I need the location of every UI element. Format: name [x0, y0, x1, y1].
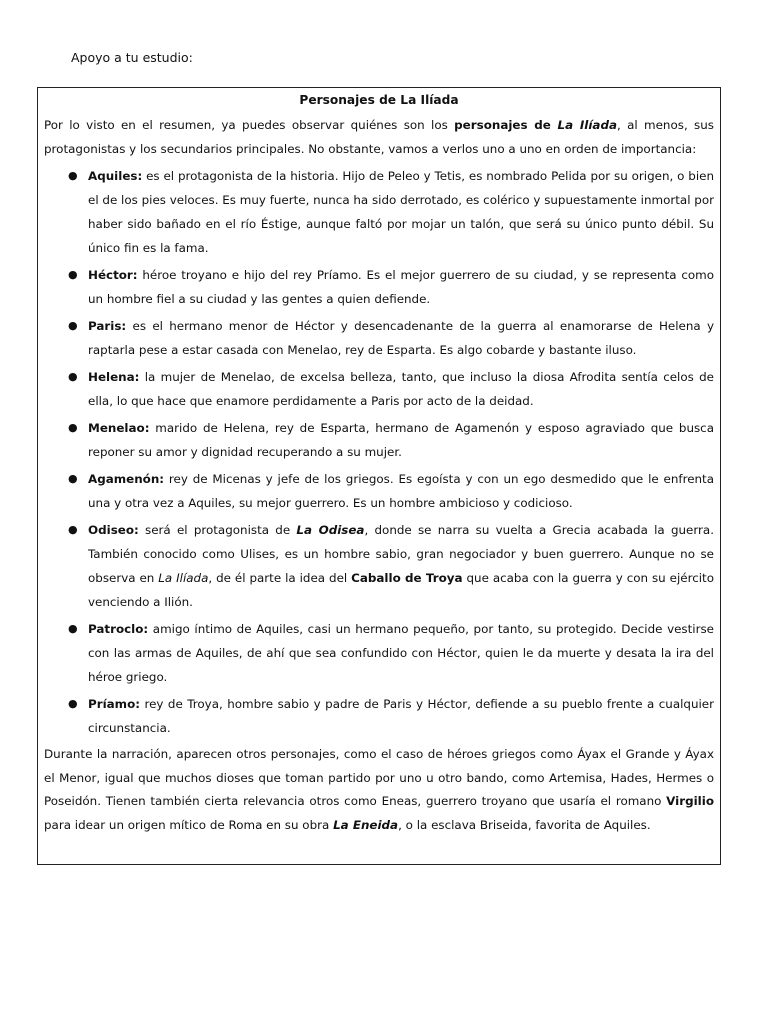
closing-text-2: para idear un origen mítico de Roma en su obra [44, 817, 334, 832]
intro-text-title: La Ilíada [557, 118, 617, 132]
character-item-paris [44, 314, 714, 362]
closing-text-1: Durante la narración, aparecen otros personajes, como el caso de héroes griegos como Áyax el Grande y Áyax el Menor, igual que muchos dioses que toman partido por uno u otro bando, como Artemisa, Hades, Hermes o Poseidón. Tienen también cierta relevancia otros como Eneas, guerrero troyano que usaría el romano [44, 747, 714, 809]
bullet-icon: ● [68, 472, 78, 486]
odiseo-text-2: , donde se narra su vuelta a Grecia acabada la guerra. También conocido como Ulises, es un hombre sabio, gran negociador y buen guerrero. Aunque no se observa en [88, 523, 714, 586]
bullet-icon: ● [68, 622, 78, 636]
character-name: Aquiles: [88, 169, 143, 184]
character-name: Menelao: [88, 421, 150, 436]
character-description: es el protagonista de la historia. Hijo de Peleo y Tetis, es nombrado Pelida por su origen, o bien el de los pies veloces. Es muy fuerte, nunca ha sido derrotado, es colérico y supuestamente inmortal por haber sido bañado en el río Éstige, aunque faltó por mojar un talón, que será su único punto débil. Su único fin es la fama. [88, 169, 714, 256]
odiseo-text-3: , de él parte la idea del [208, 571, 352, 586]
character-item-agamenon [44, 467, 714, 515]
character-item-odiseo [44, 518, 714, 614]
character-name: Agamenón: [88, 472, 165, 487]
bullet-icon: ● [68, 169, 78, 183]
character-name: Patroclo: [88, 622, 149, 637]
closing-virgilio: Virgilio [666, 794, 714, 809]
character-name: Odiseo: [88, 523, 139, 538]
character-item-aquiles [44, 164, 714, 260]
character-description: héroe troyano e hijo del rey Príamo. Es el mejor guerrero de su ciudad, y se representa como un hombre fiel a su ciudad y las gentes a quien defiende. [88, 268, 714, 307]
bullet-icon: ● [68, 697, 78, 711]
character-name: Helena: [88, 370, 140, 385]
character-description: rey de Troya, hombre sabio y padre de Paris y Héctor, defiende a su pueblo frente a cualquier circunstancia. [88, 697, 714, 736]
character-description: rey de Micenas y jefe de los griegos. Es egoísta y con un ego desmedido que le enfrenta una y otra vez a Aquiles, su mejor guerrero. Es un hombre ambicioso y codicioso. [88, 472, 714, 511]
characters-box [37, 87, 721, 865]
character-item-priamo [44, 692, 714, 740]
box-title: Personajes de La Ilíada [299, 93, 459, 107]
character-name: Paris: [88, 319, 127, 334]
bullet-icon: ● [68, 268, 78, 282]
odiseo-text-4: que acaba con la guerra y con su ejército venciendo a Ilión. [88, 571, 714, 610]
odiseo-text-1: será el protagonista de [138, 523, 297, 538]
intro-text-2: , al menos, sus protagonistas y los secundarios principales. No obstante, vamos a verlos uno a uno en orden de importancia: [44, 118, 714, 156]
bullet-icon: ● [68, 523, 78, 537]
character-list [44, 164, 714, 740]
character-description: la mujer de Menelao, de excelsa belleza, tanto, que incluso la diosa Afrodita sentía celos de ella, lo que hace que enamore perdidamente a Paris por acto de la deidad. [88, 370, 714, 409]
intro-text-bold: personajes de [454, 118, 558, 132]
character-description: marido de Helena, rey de Esparta, hermano de Agamenón y esposo agraviado que busca reponer su amor y dignidad recuperando a su mujer. [88, 421, 714, 460]
odiseo-work-title: La Odisea [296, 523, 365, 538]
character-item-hector [44, 263, 714, 311]
character-description: amigo íntimo de Aquiles, casi un hermano pequeño, por tanto, su protegido. Decide vestirse con las armas de Aquiles, de ahí que sea confundido con Héctor, quien le da muerte y desata la ira del héroe griego. [88, 622, 714, 685]
character-name: Príamo: [88, 697, 140, 712]
bullet-icon: ● [68, 319, 78, 333]
character-name: Héctor: [88, 268, 138, 283]
study-support-label: Apoyo a tu estudio: [71, 50, 193, 65]
closing-paragraph [44, 743, 714, 837]
character-item-patroclo [44, 617, 714, 689]
bullet-icon: ● [68, 370, 78, 384]
closing-text-3: , o la esclava Briseida, favorita de Aquiles. [398, 817, 651, 832]
character-item-helena [44, 365, 714, 413]
odiseo-iliad-title: La Ilíada [158, 571, 209, 586]
character-item-menelao [44, 416, 714, 464]
intro-paragraph [44, 114, 714, 161]
character-description: es el hermano menor de Héctor y desencadenante de la guerra al enamorarse de Helena y raptarla pese a estar casada con Menelao, rey de Esparta. Es algo cobarde y bastante iluso. [88, 319, 714, 358]
odiseo-trojan-horse: Caballo de Troya [351, 571, 463, 586]
intro-text-1: Por lo visto en el resumen, ya puedes observar quiénes son los [44, 118, 455, 132]
closing-eneida-title: La Eneida [333, 817, 399, 832]
bullet-icon: ● [68, 421, 78, 435]
